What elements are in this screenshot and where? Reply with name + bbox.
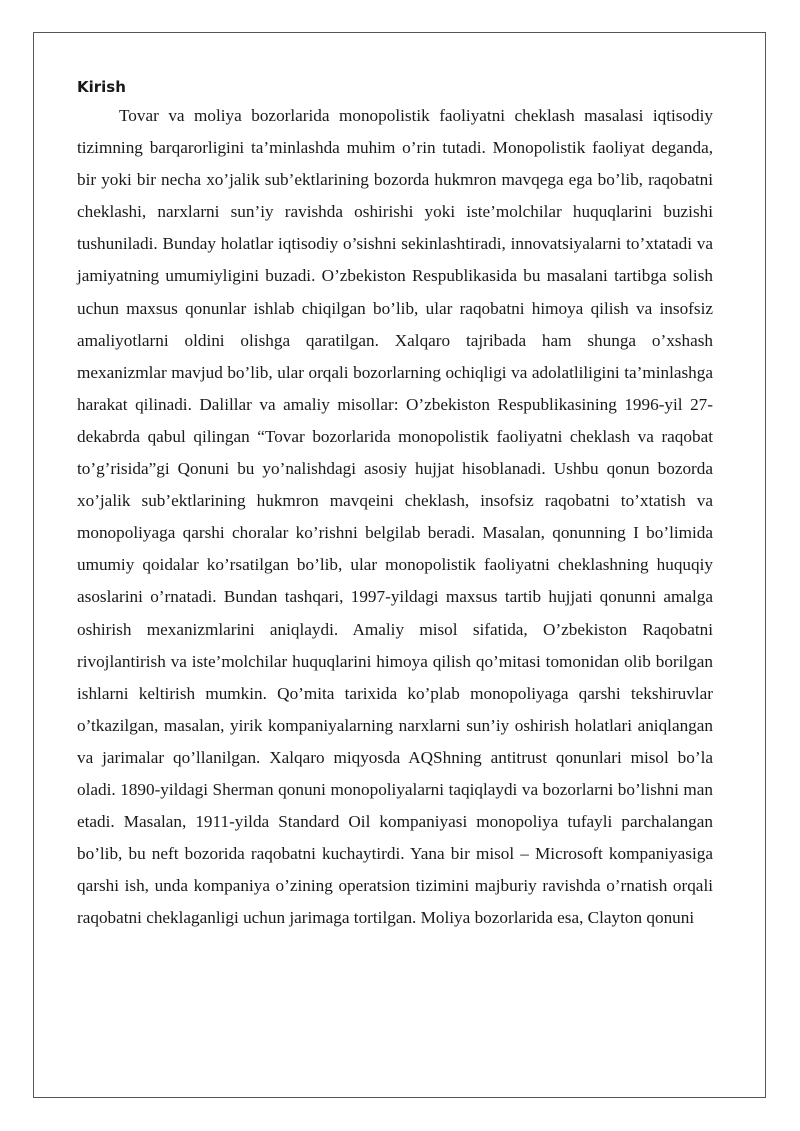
- section-heading: Kirish: [77, 78, 126, 96]
- body-paragraph: Tovar va moliya bozorlarida monopolistik faoliyatni cheklash masalasi iqtisodiy tizimning barqarorligini ta’minlashda muhim o’rin tutadi. Monopolistik faoliyat deganda, bir yoki bir necha xo’jalik sub’ektlarining bozorda hukmron mavqega ega bo’lib, raqobatni cheklashi, narxlarni sun’iy ravishda oshirishi yoki iste’molchilar huquqlarini buzishi tushuniladi. Bunday holatlar iqtisodiy o’sishni sekinlashtiradi, innovatsiyalarni to’xtatadi va jamiyatning umumiyligini buzadi. O’zbekiston Respublikasida bu masalani tartibga solish uchun maxsus qonunlar ishlab chiqilgan bo’lib, ular raqobatni himoya qilish va insofsiz amaliyotlarni oldini olishga qaratilgan. Xalqaro tajribada ham shunga o’xshash mexanizmlar mavjud bo’lib, ular orqali bozorlarning ochiqligi va adolatliligini ta’minlashga harakat qilinadi. Dalillar va amaliy misollar: O’zbekiston Respublikasining 1996-yil 27-dekabrda qabul qilingan “Tovar bozorlarida monopolistik faoliyatni cheklash va raqobat to’g’risida”gi Qonuni bu yo’nalishdagi asosiy hujjat hisoblanadi. Ushbu qonun bozorda xo’jalik sub’ektlarining hukmron mavqeini cheklash, insofsiz raqobatni to’xtatish va monopoliyaga qarshi choralar ko’rishni belgilab beradi. Masalan, qonunning I bo’limida umumiy qoidalar ko’rsatilgan bo’lib, ular monopolistik faoliyatni cheklashning huquqiy asoslarini o’rnatadi. Bundan tashqari, 1997-yildagi maxsus tartib hujjati qonunni amalga oshirish mexanizmlarini aniqlaydi. Amaliy misol sifatida, O’zbekiston Raqobatni rivojlantirish va iste’molchilar huquqlarini himoya qilish qo’mitasi tomonidan olib borilgan ishlarni keltirish mumkin. Qo’mita tarixida ko’plab monopoliyaga qarshi tekshiruvlar o’tkazilgan, masalan, yirik kompaniyalarning narxlarni sun’iy oshirish holatlari aniqlangan va jarimalar qo’llanilgan. Xalqaro miqyosda AQShning antitrust qonunlari misol bo’la oladi. 1890-yildagi Sherman qonuni monopoliyalarni taqiqlaydi va bozorlarni bo’lishni man etadi. Masalan, 1911-yilda Standard Oil kompaniyasi monopoliya tufayli parchalangan bo’lib, bu neft bozorida raqobatni kuchaytirdi. Yana bir misol – Microsoft kompaniyasiga qarshi ish, unda kompaniya o’zining operatsion tizimini majburiy ravishda o’rnatish orqali raqobatni cheklaganligi uchun jarimaga tortilgan. Moliya bozorlarida esa, Clayton qonuni: [77, 106, 713, 928]
- document-content: [77, 74, 713, 934]
